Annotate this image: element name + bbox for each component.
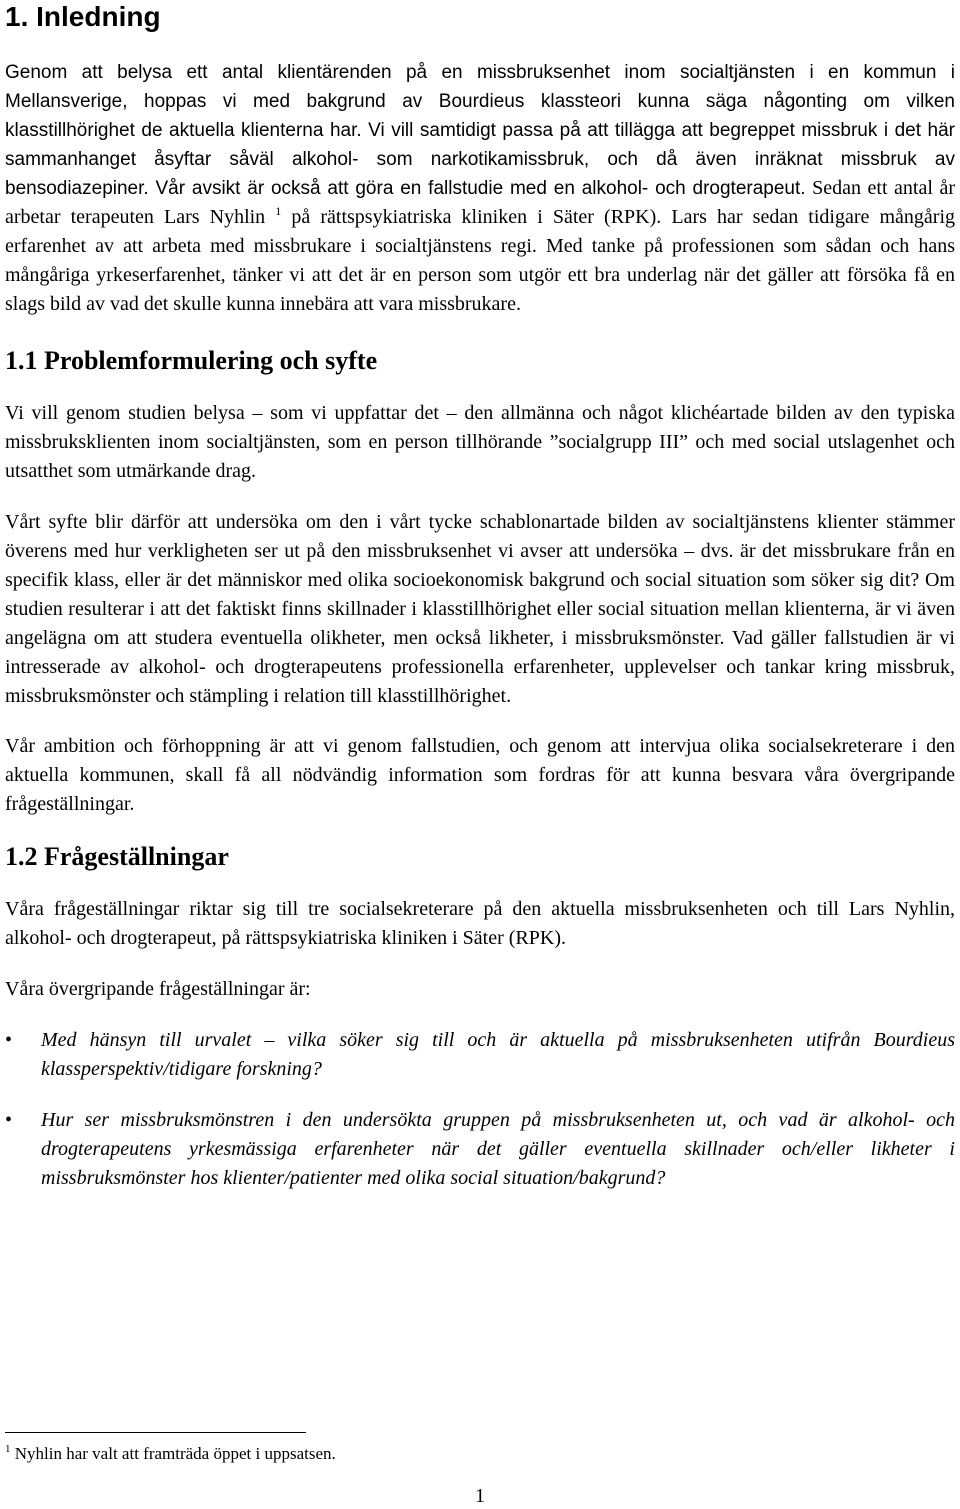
questions-intro-paragraph: Våra frågeställningar riktar sig till tre socialsekreterare på den aktuella missbruksenheten och till Lars Nyhlin, alkohol- och drogterapeut, på rättspsykiatriska kliniken i Säter (RPK). (5, 898, 955, 949)
section-heading-problem: 1.1 Problemformulering och syfte (5, 346, 378, 375)
problem-paragraph: Vi vill genom studien belysa – som vi uppfattar det – den allmänna och något klichéartade bilden av den typiska missbruksklienten inom socialtjänsten, som en person tillhörande ”socialgrupp III” och med social utslagenhet och utsatthet som utmärkande drag. (5, 402, 955, 482)
ambition-paragraph: Vår ambition och förhoppning är att vi genom fallstudien, och genom att intervjua olika socialsekreterare i den aktuella kommunen, skall få all nödvändig information som fordras för att kunna besvara våra övergripande frågeställningar. (5, 735, 955, 815)
page-number: 1 (475, 1485, 485, 1507)
purpose-paragraph: Vårt syfte blir därför att undersöka om den i vårt tycke schablonartade bilden av socialtjänstens klienter stämmer överens med hur verkligheten ser ut på den missbruksenhet vi avser att undersöka – dvs. är det missbrukare från en specifik klass, eller är det människor med olika socioekonomisk bakgrund och social situation som söker sig dit? Om studien resulterar i att det faktiskt finns skillnader i klasstillhörighet eller social situation mellan klienterna, är vi även angelägna om att studera eventuella olikheter, men också likheter, i missbruksmönster. Vad gäller fallstudien är vi intresserade av alkohol- och drogterapeutens professionella erfarenheter, upplevelser och tankar kring missbruk, missbruksmönster och stämpling i relation till klasstillhörighet. (5, 511, 955, 707)
footnote-text: Nyhlin har valt att framträda öppet i uppsatsen. (10, 1444, 336, 1463)
footnote-number: 1 (5, 1443, 11, 1455)
footnote-divider (5, 1432, 306, 1433)
section-heading-questions: 1.2 Frågeställningar (5, 842, 229, 871)
bullet-icon: • (5, 1109, 13, 1131)
question-text: Med hänsyn till urvalet – vilka söker sig till och är aktuella på missbruksenheten utifrån Bourdieus klassperspektiv/tidigare forskning? (41, 1029, 955, 1080)
research-questions-list (5, 1026, 955, 1193)
list-item (5, 1026, 955, 1084)
intro-serif-text-1: Sedan ett antal år arbetar terapeuten Lars Nyhlin (5, 177, 955, 228)
footnote (5, 1443, 336, 1465)
intro-sans-text: Genom att belysa ett antal klientärenden på en missbruksenhet inom socialtjänsten i en kommun i Mellansverige, hoppas vi med bakgrund av Bourdieus klassteori kunna säga någonting om vilken klasstillhörighet de aktuella klienterna har. Vi vill samtidigt passa på att tillägga att begreppet missbruk i det här sammanhanget åsyftar såväl alkohol- som narkotikamissbruk, och då även inräknat missbruk av bensodiazepiner. Vår avsikt är också att göra en fallstudie med en alkohol- och drogterapeut. (5, 62, 955, 199)
question-text: Hur ser missbruksmönstren i den undersökta gruppen på missbruksenheten ut, och vad är alkohol- och drogterapeutens yrkesmässiga erfarenheter när det gäller eventuella skillnader och/eller likheter i missbruksmönster hos klienter/patienter med olika social situation/bakgrund? (41, 1109, 955, 1189)
chapter-heading: 1. Inledning (5, 1, 161, 32)
questions-lead-paragraph: Våra övergripande frågeställningar är: (5, 978, 311, 1000)
list-item (5, 1106, 955, 1193)
bullet-icon: • (5, 1029, 13, 1051)
document-page (5, 0, 955, 1193)
footnote-reference[interactable]: 1 (275, 204, 282, 218)
intro-paragraph (5, 58, 955, 319)
intro-serif-text-2: på rättspsykiatriska kliniken i Säter (RPK). Lars har sedan tidigare mångårig erfarenhet av att arbeta med missbrukare i socialtjänstens regi. Med tanke på professionen som sådan och hans mångåriga yrkeserfarenhet, tänker vi att det är en person som utgör ett bra underlag när det gäller att försöka få en slags bild av vad det skulle kunna innebära att vara missbrukare. (5, 206, 956, 315)
